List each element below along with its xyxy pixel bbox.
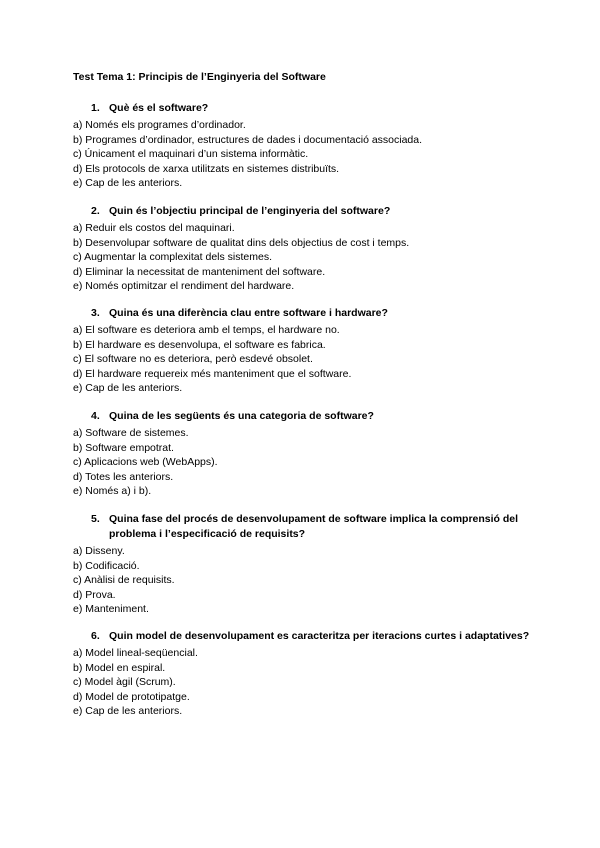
answer-option-c: c) Anàlisi de requisits. (73, 574, 175, 587)
answer-option-a: a) El software es deteriora amb el temps, el hardware no. (73, 324, 340, 336)
answer-option-b: b) Programes d’ordinador, estructures de dades i documentació associada. (73, 133, 423, 146)
answer-option-c: c) Augmentar la complexitat dels sistemes. (73, 251, 272, 264)
answer-option-d: d) Prova. (73, 588, 116, 601)
answer-option-c: c) Únicament el maquinari d’un sistema informàtic. (73, 148, 309, 161)
answer-option-e: e) Manteniment. (73, 603, 149, 616)
answer-options (0, 544, 600, 617)
question-number: 4. (91, 410, 100, 422)
question-text: Quina és una diferència clau entre software i hardware? (109, 307, 388, 319)
question-5 (0, 512, 600, 617)
answer-option-b: b) Model en espiral. (73, 661, 166, 674)
answer-option-d: d) Els protocols de xarxa utilitzats en sistemes distribuïts. (73, 162, 340, 175)
question-heading (0, 306, 600, 321)
answer-option-e: e) Només a) i b). (73, 485, 152, 498)
question-text: Quina fase del procés de desenvolupament de software implica la comprensió del problema i l’especificació de requisits? (109, 513, 519, 540)
question-text: Què és el software? (109, 102, 209, 114)
answer-option-e: e) Cap de les anteriors. (73, 382, 183, 395)
answer-option-a: a) Reduir els costos del maquinari. (73, 222, 235, 234)
question-text: Quina de les següents és una categoria de software? (109, 410, 374, 422)
question-number: 5. (91, 513, 100, 525)
answer-option-d: d) Totes les anteriors. (73, 470, 174, 483)
answer-option-c: c) Model àgil (Scrum). (73, 676, 176, 689)
answer-options (0, 118, 600, 191)
answer-option-b: b) Software empotrat. (73, 441, 174, 454)
question-text: Quin és l’objectiu principal de l’enginyeria del software? (109, 205, 391, 217)
answer-options (0, 426, 600, 499)
answer-option-d: d) Eliminar la necessitat de manteniment del software. (73, 265, 326, 278)
question-number: 6. (91, 630, 100, 642)
question-3 (0, 306, 600, 396)
answer-option-a: a) Disseny. (73, 545, 125, 557)
question-heading (0, 409, 600, 424)
question-heading (0, 512, 600, 542)
answer-option-d: d) Model de prototipatge. (73, 690, 190, 703)
question-4 (0, 409, 600, 499)
question-heading (0, 101, 600, 116)
answer-option-e: e) Cap de les anteriors. (73, 177, 183, 190)
answer-option-c: c) Aplicacions web (WebApps). (73, 456, 218, 469)
answer-option-b: b) El hardware es desenvolupa, el software es fabrica. (73, 338, 326, 351)
answer-option-a: a) Software de sistemes. (73, 427, 189, 439)
answer-option-c: c) El software no es deteriora, però esdevé obsolet. (73, 353, 313, 366)
answer-options (0, 646, 600, 719)
question-heading (0, 629, 600, 644)
answer-option-b: b) Codificació. (73, 559, 140, 572)
answer-options (0, 323, 600, 396)
answer-option-e: e) Només optimitzar el rendiment del hardware. (73, 280, 295, 293)
question-2 (0, 204, 600, 294)
question-1 (0, 101, 600, 191)
question-heading (0, 204, 600, 219)
answer-option-b: b) Desenvolupar software de qualitat dins dels objectius de cost i temps. (73, 236, 410, 249)
question-number: 2. (91, 205, 100, 217)
answer-options (0, 221, 600, 294)
answer-option-a: a) Model lineal-seqüencial. (73, 647, 198, 659)
question-6 (0, 629, 600, 719)
answer-option-d: d) El hardware requereix més manteniment que el software. (73, 367, 352, 380)
answer-option-e: e) Cap de les anteriors. (73, 705, 183, 718)
answer-option-a: a) Només els programes d’ordinador. (73, 119, 246, 131)
document-title: Test Tema 1: Principis de l’Enginyeria del Software (73, 71, 326, 83)
question-text: Quin model de desenvolupament es caracteritza per iteracions curtes i adaptatives? (109, 630, 530, 642)
question-number: 3. (91, 307, 100, 319)
question-number: 1. (91, 102, 100, 114)
